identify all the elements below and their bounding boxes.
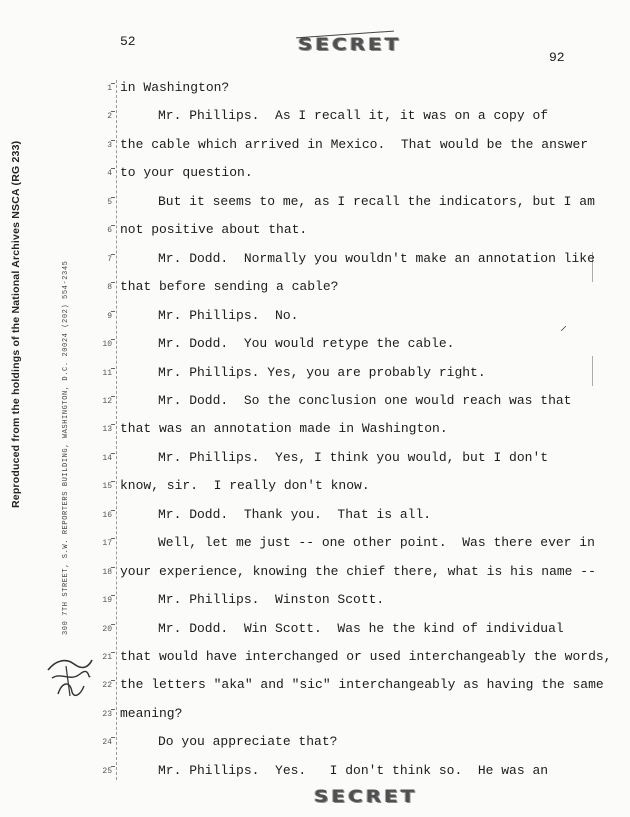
line-number: 8 [107, 283, 112, 293]
line-number: 20 [102, 624, 112, 634]
line-tick [111, 624, 115, 625]
transcript-line [0, 535, 630, 555]
line-tick [111, 111, 115, 112]
line-tick [111, 396, 115, 397]
line-text: Mr. Phillips. No. [158, 307, 299, 323]
line-text: the cable which arrived in Mexico. That would be the answer [120, 136, 589, 152]
line-tick [111, 225, 115, 226]
transcript-line [0, 251, 630, 271]
line-tick [111, 339, 115, 340]
stray-pen-mark: ⸝ [560, 318, 567, 334]
line-number: 9 [107, 311, 112, 321]
line-tick [111, 140, 115, 141]
transcript-line [0, 621, 630, 641]
line-number: 21 [102, 653, 112, 662]
line-number: 1 [107, 84, 112, 93]
line-number: 3 [107, 140, 112, 150]
line-text: Mr. Phillips. Yes, you are probably right. [158, 364, 486, 380]
line-text: that was an annotation made in Washington. [120, 421, 448, 437]
transcript-line [0, 677, 630, 697]
line-number: 25 [102, 766, 112, 776]
printer-note: 300 7TH STREET, S.W. REPORTERS BUILDING, WASHINGTON, D.C. 20024 (202) 554-2345 [62, 260, 70, 635]
line-text: Well, let me just -- one other point. Was there ever in [158, 535, 595, 551]
line-number: 5 [107, 197, 112, 207]
transcript-line [0, 222, 630, 242]
transcript-line [0, 80, 630, 100]
transcript-line [0, 393, 630, 413]
transcript-line [0, 734, 630, 754]
line-tick [111, 197, 115, 198]
line-text: Mr. Dodd. Win Scott. Was he the kind of individual [158, 620, 564, 636]
line-text: that before sending a cable? [120, 279, 339, 295]
line-tick [111, 311, 115, 312]
line-number: 14 [102, 453, 112, 463]
secret-stamp-bottom [314, 784, 417, 808]
line-text: Mr. Phillips. As I recall it, it was on a copy of [158, 108, 549, 124]
transcript-line [0, 421, 630, 441]
line-number: 23 [102, 709, 112, 719]
line-text: know, sir. I really don't know. [120, 478, 370, 494]
line-number: 22 [102, 681, 112, 691]
line-tick [111, 652, 115, 653]
secret-stamp-top-text: SECRET [298, 33, 402, 55]
line-number: 17 [102, 539, 112, 549]
line-text: meaning? [120, 705, 183, 721]
line-tick [111, 282, 115, 283]
transcript-line [0, 336, 630, 356]
left-page-number: 52 [120, 34, 136, 49]
line-tick [111, 83, 115, 84]
archive-note: Reproduced from the holdings of the National Archives NSCA (RG 233) [10, 140, 22, 508]
line-number: 2 [107, 112, 112, 122]
secret-stamp-bottom-text: SECRET [314, 785, 418, 807]
line-tick [111, 453, 115, 454]
line-text: Mr. Phillips. Yes. I don't think so. He was an [158, 762, 549, 778]
line-tick [111, 680, 115, 681]
line-text: not positive about that. [120, 222, 308, 238]
line-tick [111, 481, 115, 482]
line-number: 24 [102, 738, 112, 748]
line-text: your experience, knowing the chief there, what is his name -- [120, 563, 596, 579]
line-text: in Washington? [120, 80, 230, 95]
transcript-line [0, 279, 630, 299]
line-text: Mr. Dodd. You would retype the cable. [158, 336, 455, 352]
line-number: 7 [107, 254, 112, 264]
transcript-line [0, 478, 630, 498]
line-tick [111, 168, 115, 169]
line-tick [111, 254, 115, 255]
line-text: to your question. [120, 165, 253, 181]
transcript-line [0, 137, 630, 157]
line-number: 18 [102, 567, 112, 577]
transcript-line [0, 365, 630, 385]
transcript-line [0, 507, 630, 527]
line-tick [111, 737, 115, 738]
line-tick [111, 766, 115, 767]
line-tick [111, 510, 115, 511]
transcript-line [0, 706, 630, 726]
line-tick [111, 368, 115, 369]
transcript-line [0, 165, 630, 185]
line-tick [111, 709, 115, 710]
transcript-line [0, 450, 630, 470]
line-number: 10 [102, 340, 112, 350]
right-page-number: 92 [549, 50, 565, 65]
line-number: 13 [102, 425, 112, 435]
line-number: 6 [107, 226, 112, 236]
line-text: Do you appreciate that? [158, 734, 338, 750]
line-number: 4 [107, 169, 112, 179]
line-number: 12 [102, 396, 112, 406]
line-text: Mr. Dodd. Thank you. That is all. [158, 506, 432, 522]
line-tick [111, 424, 115, 425]
line-number: 15 [102, 482, 112, 492]
line-tick [111, 567, 115, 568]
line-tick [111, 538, 115, 539]
transcript-line [0, 564, 630, 584]
transcript-line [0, 108, 630, 128]
transcript-line [0, 592, 630, 612]
transcript-line [0, 763, 630, 783]
line-number: 11 [102, 368, 112, 378]
line-number: 19 [102, 596, 112, 606]
line-text: that would have interchanged or used interchangeably the words, [120, 649, 612, 664]
line-text: Mr. Dodd. So the conclusion one would reach was that [158, 392, 572, 408]
transcript-line [0, 194, 630, 214]
line-text: Mr. Phillips. Yes, I think you would, but I don't [158, 449, 549, 465]
transcript-line [0, 308, 630, 328]
line-number: 16 [102, 510, 112, 520]
line-text: Mr. Phillips. Winston Scott. [158, 592, 385, 608]
line-text: But it seems to me, as I recall the indicators, but I am [158, 193, 595, 209]
transcript-line [0, 649, 630, 669]
line-text: the letters "aka" and "sic" interchangeably as having the same [120, 677, 604, 693]
line-tick [111, 595, 115, 596]
line-text: Mr. Dodd. Normally you wouldn't make an annotation like [158, 250, 595, 266]
